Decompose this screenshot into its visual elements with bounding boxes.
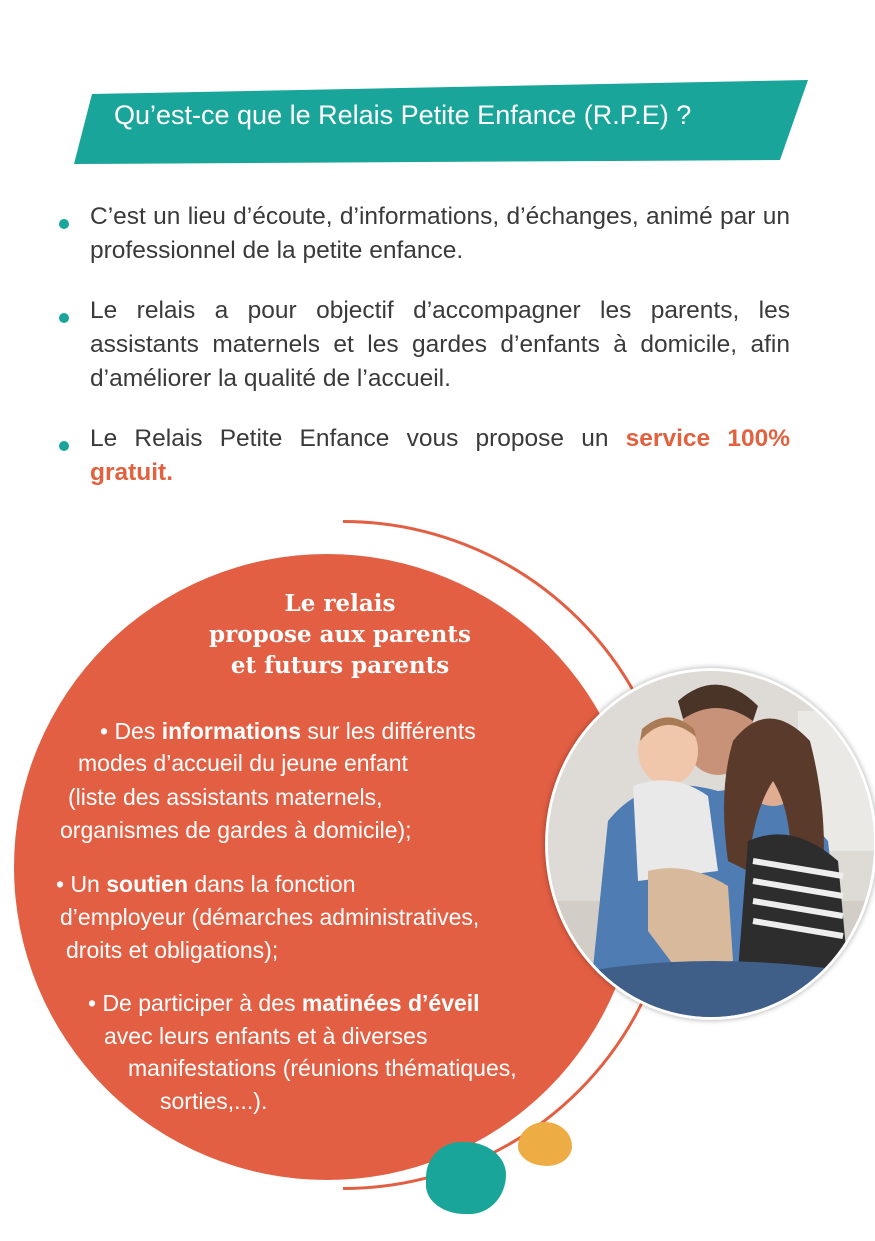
free-service-highlight: service 100% gratuit.	[90, 425, 790, 486]
text-span: sur les différents	[301, 718, 476, 744]
list-item	[56, 422, 790, 490]
teal-blob	[426, 1142, 506, 1214]
bold-span: soutien	[106, 871, 189, 897]
yellow-blob	[518, 1122, 572, 1166]
list-item	[56, 200, 790, 268]
item-soutien-line	[56, 869, 356, 900]
heading-line: et futurs parents	[230, 652, 450, 679]
item-line: modes d’accueil du jeune enfant	[78, 750, 408, 776]
bold-span: informations	[161, 718, 302, 744]
item-matinees-line	[88, 988, 480, 1019]
text-span: • De participer à des	[88, 990, 302, 1016]
intro-list	[56, 200, 790, 516]
title-banner	[74, 80, 808, 164]
item-line: organismes de gardes à domicile);	[60, 817, 412, 843]
text-span: dans la fonction	[188, 871, 356, 897]
bullet-dot-icon	[59, 441, 69, 451]
item-line: d’employeur (démarches administratives,	[60, 904, 480, 930]
bullet-text: Le relais a pour objectif d’accompagner les parents, les assistants maternels et les gardes d’enfants à domicile, afin d’améliorer la qualité de l’accueil.	[90, 297, 790, 392]
circle-heading	[140, 588, 540, 681]
bullet-dot-icon	[59, 219, 69, 229]
text-span: • Un	[56, 871, 107, 897]
family-photo-illustration	[548, 671, 874, 1017]
bullet-dot-icon	[59, 313, 69, 323]
item-line: (liste des assistants maternels,	[68, 784, 383, 810]
item-line: sorties,...).	[160, 1088, 268, 1114]
item-line: manifestations (réunions thématiques,	[128, 1055, 517, 1081]
bullet-text: Le Relais Petite Enfance vous propose un	[90, 425, 626, 452]
item-line: avec leurs enfants et à diverses	[104, 1023, 428, 1049]
bullet-text: C’est un lieu d’écoute, d’informations, d’échanges, animé par un professionnel de la petite enfance.	[90, 203, 790, 264]
item-informations-line	[100, 716, 476, 747]
heading-line: propose aux parents	[209, 621, 471, 648]
item-line: droits et obligations);	[66, 937, 279, 963]
bold-span: matinées d’éveil	[301, 990, 480, 1016]
text-span: • Des	[100, 718, 162, 744]
list-item	[56, 294, 790, 396]
page-title: Qu’est-ce que le Relais Petite Enfance (R.P.E) ?	[114, 100, 692, 130]
family-photo	[545, 668, 875, 1020]
heading-line: Le relais	[284, 590, 396, 617]
